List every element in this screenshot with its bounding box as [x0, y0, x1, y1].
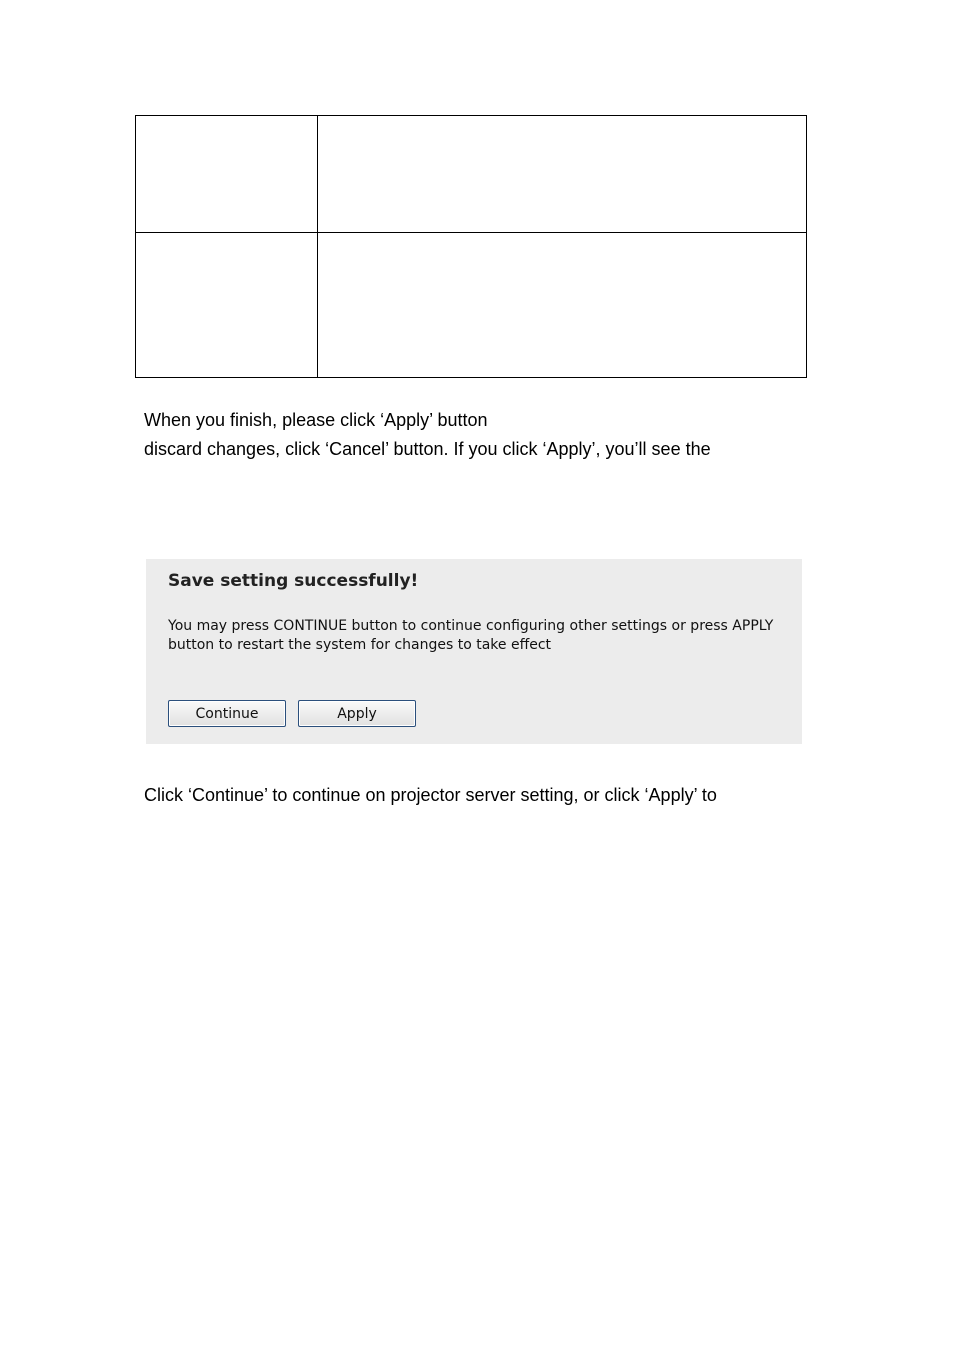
save-success-dialog — [146, 559, 802, 744]
table-cell-label — [136, 116, 318, 233]
dialog-title: Save setting successfully! — [168, 571, 419, 591]
paragraph-line: When you finish, please click ‘Apply’ button — [144, 410, 488, 430]
description-table — [135, 115, 807, 378]
table-row — [136, 233, 807, 378]
apply-button[interactable]: Apply — [298, 700, 416, 727]
finish-instructions-paragraph — [144, 406, 711, 464]
table-cell-label — [136, 233, 318, 378]
dialog-message: You may press CONTINUE button to continue configuring other settings or press APPLY button to restart the system for changes to take effect — [168, 618, 774, 653]
table-cell-description — [318, 116, 807, 233]
continue-instructions-paragraph: Click ‘Continue’ to continue on projector server setting, or click ‘Apply’ to — [144, 785, 717, 805]
table-row — [136, 116, 807, 233]
continue-button[interactable]: Continue — [168, 700, 286, 727]
paragraph-line: discard changes, click ‘Cancel’ button. If you click ‘Apply’, you’ll see the — [144, 439, 711, 459]
table-cell-description — [318, 233, 807, 378]
